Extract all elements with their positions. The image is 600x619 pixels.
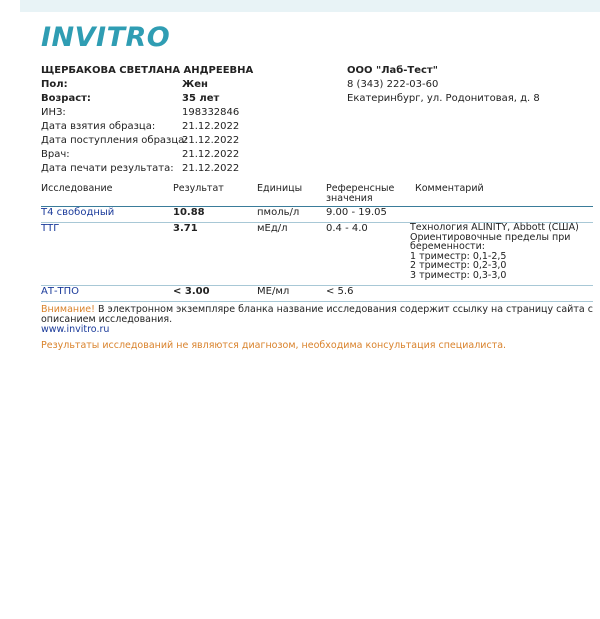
patient-field-value: 21.12.2022 xyxy=(182,149,240,160)
table-row xyxy=(41,223,593,285)
patient-field-value: 21.12.2022 xyxy=(182,135,240,146)
header-reference-line2: значения xyxy=(326,193,373,204)
patient-field-label: Дата печати результата: xyxy=(41,163,174,174)
patient-field-label: Пол: xyxy=(41,79,68,90)
table-header xyxy=(41,184,593,206)
patient-field-value: 21.12.2022 xyxy=(182,121,240,132)
warning-text: В электронном экземпляре бланка название исследования содержит ссылку на страницу сайта с описанием исследования. xyxy=(41,304,593,325)
header-reference xyxy=(326,184,394,204)
disclaimer-text: Результаты исследований не являются диагнозом, необходима консультация специалиста. xyxy=(41,340,507,351)
invitro-logo: INVITRO xyxy=(41,22,171,53)
patient-field-row xyxy=(41,120,341,134)
header-reference-line1: Референсные xyxy=(326,183,395,194)
warning-note xyxy=(41,305,596,335)
patient-field-label: Врач: xyxy=(41,149,70,160)
header-test: Исследование xyxy=(41,183,113,194)
table-row xyxy=(41,286,593,301)
units-value: пмоль/л xyxy=(257,207,300,218)
header-result: Результат xyxy=(173,183,224,194)
patient-field-value: 35 лет xyxy=(182,93,220,104)
patient-field-value: 21.12.2022 xyxy=(182,163,240,174)
comment-line: 3 триместр: 0,3-3,0 xyxy=(410,269,507,281)
patient-field-row xyxy=(41,92,341,106)
reference-value: < 5.6 xyxy=(326,286,354,297)
patient-field-row xyxy=(41,134,341,148)
row-divider xyxy=(41,301,593,302)
patient-field-value: 198332846 xyxy=(182,107,240,118)
patient-field-row xyxy=(41,106,341,120)
header-comment: Комментарий xyxy=(415,183,484,194)
patient-info xyxy=(41,64,341,176)
reference-value: 9.00 - 19.05 xyxy=(326,207,387,218)
table-row xyxy=(41,207,593,222)
test-name-link[interactable]: T4 свободный xyxy=(41,207,115,218)
comment-line: Технология ALINITY, Abbott (США) xyxy=(410,222,579,233)
warning-word: Внимание! xyxy=(41,304,95,315)
reference-value: 0.4 - 4.0 xyxy=(326,223,368,234)
patient-field-label: Дата поступления образца: xyxy=(41,135,188,146)
patient-field-label: Возраст: xyxy=(41,93,91,104)
invitro-site-link[interactable]: www.invitro.ru xyxy=(41,324,110,335)
units-value: МЕ/мл xyxy=(257,286,290,297)
comment-cell xyxy=(410,223,579,280)
comment-line: беременности: xyxy=(410,241,485,252)
lab-name: ООО "Лаб-Тест" xyxy=(347,65,438,76)
patient-field-label: Дата взятия образца: xyxy=(41,121,156,132)
units-value: мЕд/л xyxy=(257,223,288,234)
patient-field-row xyxy=(41,162,341,176)
lab-address: Екатеринбург, ул. Родонитовая, д. 8 xyxy=(347,93,540,104)
lab-info xyxy=(347,64,540,106)
comment-line: Ориентировочные пределы при xyxy=(410,231,571,243)
result-value: < 3.00 xyxy=(173,286,210,297)
patient-field-row xyxy=(41,78,341,92)
comment-line: 1 триместр: 0,1-2,5 xyxy=(410,250,507,262)
test-name-link[interactable]: ТТГ xyxy=(41,223,60,234)
patient-field-row xyxy=(41,148,341,162)
result-value: 3.71 xyxy=(173,223,198,234)
result-value: 10.88 xyxy=(173,207,205,218)
patient-field-value: Жен xyxy=(182,79,208,90)
lab-phone: 8 (343) 222-03-60 xyxy=(347,79,439,90)
results-table xyxy=(41,184,593,302)
patient-field-label: ИНЗ: xyxy=(41,107,66,118)
header-units: Единицы xyxy=(257,183,303,194)
comment-line: 2 триместр: 0,2-3,0 xyxy=(410,260,507,271)
patient-name: ЩЕРБАКОВА СВЕТЛАНА АНДРЕЕВНА xyxy=(41,65,254,76)
test-name-link[interactable]: АТ-ТПО xyxy=(41,286,80,297)
